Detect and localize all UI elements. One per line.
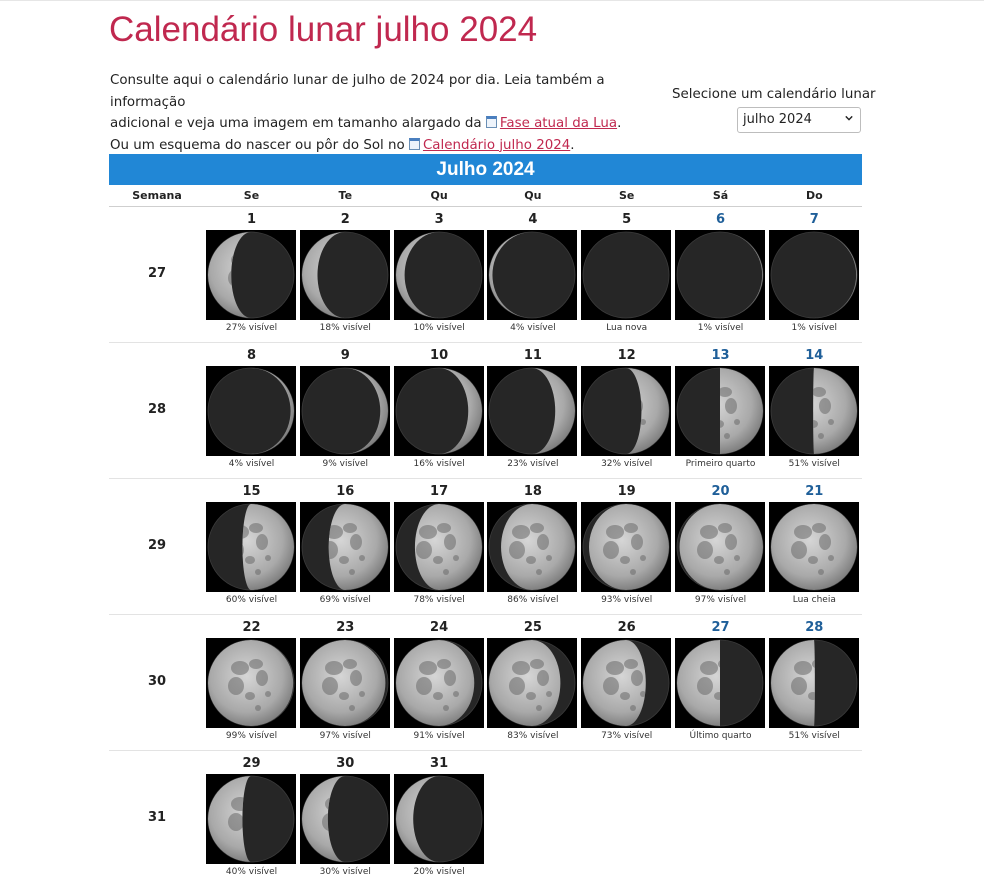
intro-line-3-suffix: . — [570, 137, 575, 153]
day-number: 11 — [523, 348, 542, 363]
moon-icon — [206, 502, 296, 592]
day-number: 20 — [711, 484, 730, 499]
day-cell[interactable] — [299, 751, 392, 886]
day-cell[interactable] — [486, 615, 579, 750]
visibility-label: 69% visível — [319, 595, 371, 605]
intro-line-1: Consulte aqui o calendário lunar de julho de 2024 por dia. Leia também a informação — [110, 73, 605, 110]
month-select-value: julho 2024 — [743, 112, 812, 127]
calendar-icon — [486, 116, 497, 128]
moon-icon — [675, 366, 765, 456]
moon-icon — [300, 366, 390, 456]
day-cell[interactable] — [580, 479, 673, 614]
moon-icon — [487, 502, 577, 592]
weekday-header: Qu — [430, 189, 448, 202]
moon-phase-image[interactable] — [581, 502, 671, 592]
calendar-selector-label: Selecione um calendário lunar — [672, 87, 876, 102]
day-cell[interactable] — [674, 343, 767, 478]
visibility-label: 78% visível — [413, 595, 465, 605]
moon-phase-image[interactable] — [675, 502, 765, 592]
weekday-header: Te — [338, 189, 353, 202]
day-number: 6 — [715, 212, 726, 227]
day-number: 12 — [617, 348, 636, 363]
day-number: 30 — [336, 756, 355, 771]
day-number: 23 — [336, 620, 355, 635]
moon-icon — [206, 638, 296, 728]
week-row — [109, 615, 862, 751]
visibility-label: 83% visível — [507, 731, 559, 741]
moon-icon — [581, 230, 671, 320]
day-number: 17 — [430, 484, 449, 499]
visibility-label: 60% visível — [225, 595, 278, 605]
day-number: 27 — [711, 620, 730, 635]
visibility-label: 97% visível — [694, 595, 747, 605]
moon-icon — [206, 230, 296, 320]
day-cell[interactable] — [393, 479, 486, 614]
moon-icon — [769, 502, 859, 592]
day-cell[interactable] — [299, 615, 392, 750]
day-number: 31 — [430, 756, 449, 771]
visibility-label: 10% visível — [413, 323, 465, 333]
moon-phase-image[interactable] — [300, 366, 390, 456]
moon-phase-image[interactable] — [675, 638, 765, 728]
day-number: 28 — [805, 620, 824, 635]
day-number: 13 — [711, 348, 730, 363]
moon-phase-image[interactable] — [487, 230, 577, 320]
moon-phase-image[interactable] — [394, 638, 484, 728]
moon-icon — [394, 502, 484, 592]
day-number: 2 — [340, 212, 350, 227]
moon-icon — [675, 230, 765, 320]
day-cell[interactable] — [393, 751, 486, 886]
lunar-calendar — [109, 154, 862, 886]
visibility-label: 51% visível — [788, 731, 840, 741]
moon-icon — [487, 366, 577, 456]
day-cell[interactable] — [768, 479, 861, 614]
day-cell[interactable] — [205, 751, 298, 886]
visibility-label: 73% visível — [601, 731, 653, 741]
visibility-label: Lua cheia — [792, 595, 836, 605]
visibility-label: Último quarto — [689, 731, 752, 741]
week-row — [109, 343, 862, 479]
moon-icon — [394, 230, 484, 320]
moon-phase-image[interactable] — [300, 638, 390, 728]
moon-phase-image[interactable] — [206, 774, 296, 864]
moon-phase-image[interactable] — [581, 230, 671, 320]
day-number: 7 — [809, 212, 819, 227]
day-cell[interactable] — [486, 343, 579, 478]
moon-icon — [487, 230, 577, 320]
visibility-label: 4% visível — [228, 459, 275, 469]
day-cell[interactable] — [205, 479, 298, 614]
visibility-label: 23% visível — [507, 459, 559, 469]
day-number: 1 — [246, 212, 257, 227]
day-cell[interactable] — [580, 343, 673, 478]
day-number: 26 — [617, 620, 636, 635]
moon-icon — [487, 638, 577, 728]
visibility-label: 1% visível — [697, 323, 744, 333]
visibility-label: 97% visível — [319, 731, 371, 741]
day-number: 3 — [434, 212, 444, 227]
week-number: 30 — [147, 674, 167, 689]
day-cell[interactable] — [486, 479, 579, 614]
day-cell[interactable] — [580, 207, 673, 342]
day-cell[interactable] — [580, 615, 673, 750]
day-number: 5 — [622, 212, 632, 227]
moon-phase-image[interactable] — [206, 366, 296, 456]
moon-icon — [581, 638, 671, 728]
day-number: 18 — [523, 484, 542, 499]
day-number: 8 — [246, 348, 257, 363]
moon-phase-image[interactable] — [394, 230, 484, 320]
day-cell[interactable] — [299, 479, 392, 614]
week-number: 28 — [147, 402, 167, 417]
moon-icon — [769, 638, 859, 728]
day-number: 16 — [336, 484, 355, 499]
calendar-weeks — [109, 207, 862, 886]
moon-icon — [675, 638, 765, 728]
moon-phase-image[interactable] — [581, 638, 671, 728]
visibility-label: 20% visível — [413, 867, 465, 877]
moon-phase-image[interactable] — [206, 502, 296, 592]
calendar-month-link[interactable]: Calendário julho 2024 — [422, 137, 571, 153]
visibility-label: 1% visível — [791, 323, 838, 333]
calendar-icon — [409, 138, 420, 150]
moon-icon — [394, 638, 484, 728]
moon-phase-image[interactable] — [394, 366, 484, 456]
weekday-header: Sá — [712, 189, 729, 202]
day-cell[interactable] — [393, 615, 486, 750]
moon-icon — [394, 774, 484, 864]
moon-phase-image[interactable] — [675, 366, 765, 456]
week-row — [109, 479, 862, 615]
moon-phase-image[interactable] — [487, 502, 577, 592]
moon-phase-image[interactable] — [581, 366, 671, 456]
weekday-header-row — [109, 185, 862, 207]
moon-phase-image[interactable] — [675, 230, 765, 320]
moon-icon — [206, 774, 296, 864]
moon-phase-image[interactable] — [394, 774, 484, 864]
current-moon-phase-link[interactable]: Fase atual da Lua — [499, 116, 618, 131]
moon-icon — [206, 366, 296, 456]
moon-phase-image[interactable] — [769, 366, 859, 456]
week-number: 31 — [147, 810, 167, 825]
day-cell[interactable] — [205, 207, 298, 342]
visibility-label: 32% visível — [601, 459, 653, 469]
day-cell[interactable] — [486, 207, 579, 342]
chevron-down-icon — [845, 114, 853, 122]
day-cell[interactable] — [205, 615, 298, 750]
weekday-header: Se — [618, 189, 635, 202]
moon-phase-image[interactable] — [394, 502, 484, 592]
visibility-label: 16% visível — [413, 459, 465, 469]
moon-phase-image[interactable] — [487, 638, 577, 728]
visibility-label: 40% visível — [225, 867, 278, 877]
moon-icon — [769, 366, 859, 456]
weekday-header: Qu — [524, 189, 542, 202]
visibility-label: 51% visível — [788, 459, 840, 469]
intro-line-2-prefix: adicional e veja uma imagem em tamanho alargado da — [110, 116, 482, 131]
day-number: 15 — [242, 484, 261, 499]
moon-icon — [394, 366, 484, 456]
moon-phase-image[interactable] — [769, 638, 859, 728]
day-cell[interactable] — [674, 207, 767, 342]
day-cell[interactable] — [674, 615, 767, 750]
visibility-label: 9% visível — [322, 459, 369, 469]
weekday-header: Do — [805, 189, 823, 202]
visibility-label: 93% visível — [601, 595, 653, 605]
weekday-header: Se — [243, 189, 260, 202]
day-number: 14 — [805, 348, 824, 363]
moon-icon — [581, 502, 671, 592]
visibility-label: 91% visível — [413, 731, 465, 741]
intro-line-3-prefix: Ou um esquema do nascer ou pôr do Sol no — [110, 137, 405, 153]
day-cell[interactable] — [393, 207, 486, 342]
moon-phase-image[interactable] — [206, 230, 296, 320]
week-row — [109, 207, 862, 343]
moon-icon — [581, 366, 671, 456]
day-number: 21 — [805, 484, 824, 499]
day-cell[interactable] — [768, 615, 861, 750]
week-row — [109, 751, 862, 886]
visibility-label: Primeiro quarto — [685, 459, 756, 469]
visibility-label: 4% visível — [510, 323, 556, 333]
moon-phase-image[interactable] — [769, 502, 859, 592]
day-number: 4 — [528, 212, 538, 227]
moon-phase-image[interactable] — [300, 774, 390, 864]
day-number: 25 — [523, 620, 542, 635]
day-number: 29 — [242, 756, 261, 771]
visibility-label: 86% visível — [507, 595, 559, 605]
week-column-header: Semana — [132, 189, 182, 202]
moon-phase-image[interactable] — [300, 502, 390, 592]
day-cell[interactable] — [768, 207, 861, 342]
moon-phase-image[interactable] — [769, 230, 859, 320]
day-cell[interactable] — [205, 343, 298, 478]
visibility-label: 27% visível — [225, 323, 278, 333]
moon-phase-image[interactable] — [206, 638, 296, 728]
visibility-label: Lua nova — [606, 323, 648, 333]
week-number: 27 — [147, 266, 167, 281]
visibility-label: 30% visível — [319, 867, 371, 877]
month-select[interactable] — [737, 107, 861, 133]
intro-line-2-suffix: . — [617, 116, 622, 131]
moon-icon — [300, 774, 390, 864]
day-number: 24 — [430, 620, 449, 635]
visibility-label: 18% visível — [319, 323, 371, 333]
day-cell[interactable] — [393, 343, 486, 478]
moon-phase-image[interactable] — [300, 230, 390, 320]
top-border — [0, 0, 984, 1]
week-number: 29 — [147, 538, 167, 553]
moon-icon — [675, 502, 765, 592]
moon-icon — [300, 502, 390, 592]
day-number: 10 — [430, 348, 449, 363]
moon-icon — [769, 230, 859, 320]
day-cell[interactable] — [674, 479, 767, 614]
moon-icon — [300, 638, 390, 728]
moon-icon — [300, 230, 390, 320]
day-number: 22 — [242, 620, 261, 635]
day-cell[interactable] — [299, 207, 392, 342]
day-cell[interactable] — [768, 343, 861, 478]
day-cell[interactable] — [299, 343, 392, 478]
intro-text — [110, 70, 670, 156]
day-number: 19 — [617, 484, 636, 499]
page-title: Calendário lunar julho 2024 — [109, 10, 538, 49]
calendar-month-header: Julho 2024 — [109, 154, 862, 185]
visibility-label: 99% visível — [225, 731, 278, 741]
moon-phase-image[interactable] — [487, 366, 577, 456]
day-number: 9 — [340, 348, 350, 363]
